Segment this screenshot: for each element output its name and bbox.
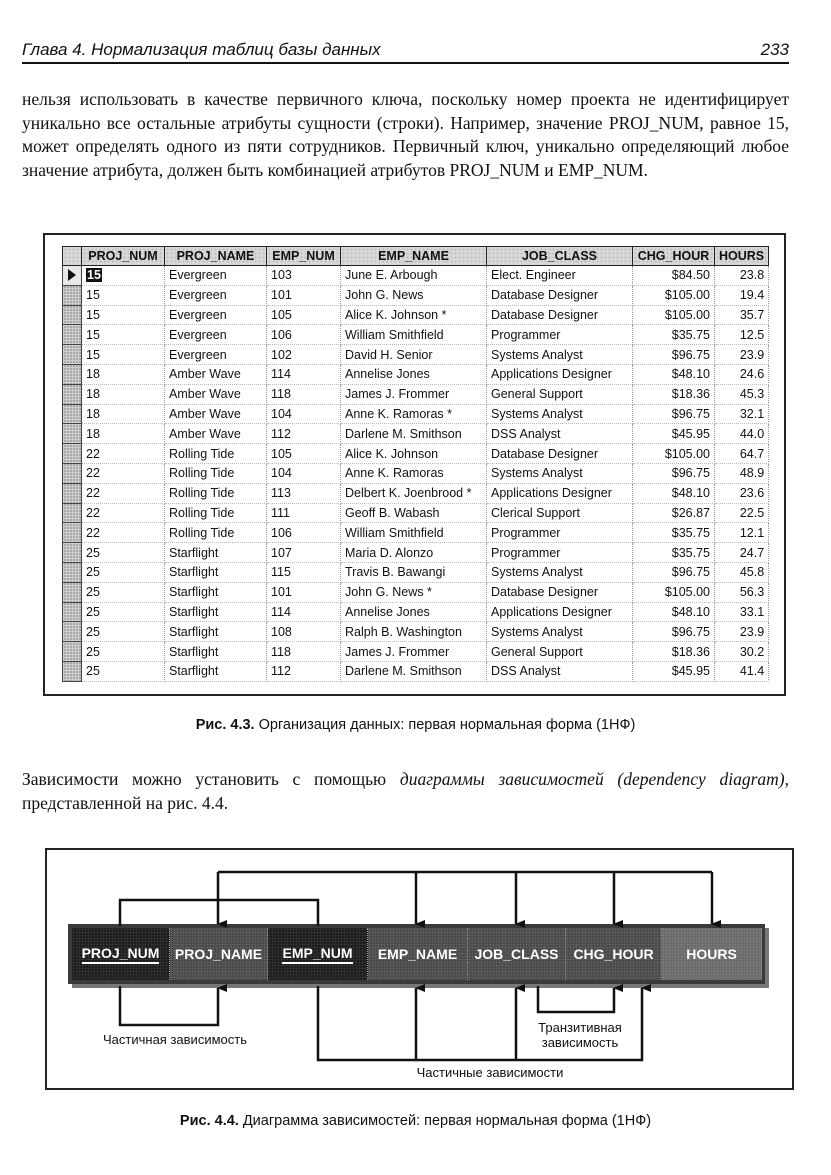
cell-emp-name[interactable]: John G. News * bbox=[341, 582, 487, 602]
cell-chg-hour[interactable]: $45.95 bbox=[633, 661, 715, 681]
cell-emp-name[interactable]: William Smithfield bbox=[341, 523, 487, 543]
cell-proj-num[interactable]: 25 bbox=[82, 543, 165, 563]
cell-chg-hour[interactable]: $96.75 bbox=[633, 345, 715, 365]
cell-emp-name[interactable]: Alice K. Johnson * bbox=[341, 305, 487, 325]
cell-emp-name[interactable]: Alice K. Johnson bbox=[341, 444, 487, 464]
cell-proj-name[interactable]: Starflight bbox=[165, 642, 267, 662]
column-header-job-class[interactable]: JOB_CLASS bbox=[487, 247, 633, 266]
cell-chg-hour[interactable]: $105.00 bbox=[633, 444, 715, 464]
cell-hours[interactable]: 23.8 bbox=[715, 266, 769, 286]
cell-hours[interactable]: 24.7 bbox=[715, 543, 769, 563]
cell-emp-name[interactable]: Travis B. Bawangi bbox=[341, 562, 487, 582]
cell-job-class[interactable]: Programmer bbox=[487, 523, 633, 543]
caption-text: Диаграмма зависимостей: первая нормальная форма (1НФ) bbox=[238, 1113, 652, 1129]
cell-hours[interactable]: 44.0 bbox=[715, 424, 769, 444]
cell-proj-name[interactable]: Amber Wave bbox=[165, 364, 267, 384]
cell-proj-num[interactable]: 22 bbox=[82, 463, 165, 483]
cell-emp-num[interactable]: 114 bbox=[267, 364, 341, 384]
cell-job-class[interactable]: Applications Designer bbox=[487, 364, 633, 384]
attr-label: EMP_NUM bbox=[282, 945, 352, 964]
cell-emp-num[interactable]: 111 bbox=[267, 503, 341, 523]
cell-emp-name[interactable]: Anne K. Ramoras * bbox=[341, 404, 487, 424]
cell-proj-name[interactable]: Evergreen bbox=[165, 325, 267, 345]
cell-job-class[interactable]: Systems Analyst bbox=[487, 562, 633, 582]
cell-proj-name[interactable]: Evergreen bbox=[165, 345, 267, 365]
cell-job-class[interactable]: Database Designer bbox=[487, 285, 633, 305]
body-paragraph-1: нельзя использовать в качестве первичного ключа, поскольку номер проекта не идентифицирует уникально все остальные атрибуты сущности (строки). Например, значение PROJ_NUM, равное 15, может определять одного из пяти сотрудников. Первичный ключ, уникально определяющий любое значение атрибута, должен быть комбинацией атрибутов PROJ_NUM и EMP_NUM. bbox=[22, 89, 789, 180]
cell-emp-name[interactable]: Geoff B. Wabash bbox=[341, 503, 487, 523]
column-header-proj-num[interactable]: PROJ_NUM bbox=[82, 247, 165, 266]
attr-label: PROJ_NAME bbox=[174, 946, 263, 962]
paragraph-term: диаграммы зависимостей (dependency diagram) bbox=[399, 769, 785, 789]
cell-proj-name[interactable]: Starflight bbox=[165, 602, 267, 622]
cell-proj-num[interactable]: 25 bbox=[82, 582, 165, 602]
cell-hours[interactable]: 24.6 bbox=[715, 364, 769, 384]
cell-proj-num[interactable]: 18 bbox=[82, 424, 165, 444]
cell-chg-hour[interactable]: $105.00 bbox=[633, 305, 715, 325]
cell-job-class[interactable]: Elect. Engineer bbox=[487, 266, 633, 286]
cell-proj-name[interactable]: Starflight bbox=[165, 622, 267, 642]
cell-chg-hour[interactable]: $18.36 bbox=[633, 384, 715, 404]
cell-emp-name[interactable]: William Smithfield bbox=[341, 325, 487, 345]
caption-label: Рис. 4.3. bbox=[195, 717, 255, 733]
figure-caption-4-4 bbox=[0, 1113, 831, 1129]
cell-emp-num[interactable]: 108 bbox=[267, 622, 341, 642]
cell-hours[interactable]: 23.6 bbox=[715, 483, 769, 503]
cell-hours[interactable]: 56.3 bbox=[715, 582, 769, 602]
cell-proj-num[interactable]: 25 bbox=[82, 622, 165, 642]
cell-proj-num[interactable]: 18 bbox=[82, 384, 165, 404]
active-cell-editor[interactable]: 15 bbox=[87, 268, 101, 283]
attr-label: EMP_NAME bbox=[377, 946, 458, 962]
cell-emp-num[interactable]: 105 bbox=[267, 444, 341, 464]
label-partial-dependency: Частичная зависимость bbox=[103, 1032, 247, 1047]
cell-hours[interactable]: 22.5 bbox=[715, 503, 769, 523]
cell-hours[interactable]: 23.9 bbox=[715, 622, 769, 642]
cell-job-class[interactable]: Applications Designer bbox=[487, 483, 633, 503]
cell-chg-hour[interactable]: $96.75 bbox=[633, 404, 715, 424]
attr-label: JOB_CLASS bbox=[474, 946, 559, 962]
cell-proj-num[interactable]: 22 bbox=[82, 483, 165, 503]
cell-emp-name[interactable]: James J. Frommer bbox=[341, 384, 487, 404]
cell-chg-hour[interactable]: $96.75 bbox=[633, 622, 715, 642]
cell-chg-hour[interactable]: $35.75 bbox=[633, 325, 715, 345]
cell-job-class[interactable]: Applications Designer bbox=[487, 602, 633, 622]
cell-emp-num[interactable]: 112 bbox=[267, 424, 341, 444]
cell-emp-num[interactable]: 102 bbox=[267, 345, 341, 365]
chapter-title: Глава 4. Нормализация таблиц базы данных bbox=[22, 40, 381, 59]
cell-emp-num[interactable]: 101 bbox=[267, 582, 341, 602]
cell-emp-num[interactable]: 104 bbox=[267, 404, 341, 424]
cell-proj-name[interactable]: Starflight bbox=[165, 661, 267, 681]
cell-job-class[interactable]: DSS Analyst bbox=[487, 661, 633, 681]
cell-proj-name[interactable]: Rolling Tide bbox=[165, 523, 267, 543]
cell-job-class[interactable]: Systems Analyst bbox=[487, 622, 633, 642]
cell-job-class[interactable]: Systems Analyst bbox=[487, 345, 633, 365]
cell-proj-name[interactable]: Evergreen bbox=[165, 266, 267, 286]
cell-proj-name[interactable]: Amber Wave bbox=[165, 384, 267, 404]
cell-hours[interactable]: 64.7 bbox=[715, 444, 769, 464]
cell-chg-hour[interactable]: $84.50 bbox=[633, 266, 715, 286]
cell-chg-hour[interactable]: $105.00 bbox=[633, 285, 715, 305]
cell-chg-hour[interactable]: $45.95 bbox=[633, 424, 715, 444]
label-transitive-dependency bbox=[520, 1020, 640, 1050]
cell-chg-hour[interactable]: $18.36 bbox=[633, 642, 715, 662]
cell-emp-num[interactable]: 112 bbox=[267, 661, 341, 681]
cell-job-class[interactable]: General Support bbox=[487, 384, 633, 404]
cell-proj-name[interactable]: Rolling Tide bbox=[165, 444, 267, 464]
column-header-chg-hour[interactable]: CHG_HOUR bbox=[633, 247, 715, 266]
cell-hours[interactable]: 45.8 bbox=[715, 562, 769, 582]
cell-proj-name[interactable]: Starflight bbox=[165, 543, 267, 563]
cell-proj-num[interactable]: 25 bbox=[82, 562, 165, 582]
cell-job-class[interactable]: Systems Analyst bbox=[487, 404, 633, 424]
cell-hours[interactable]: 19.4 bbox=[715, 285, 769, 305]
cell-proj-name[interactable]: Rolling Tide bbox=[165, 503, 267, 523]
cell-proj-num[interactable]: 15 bbox=[82, 345, 165, 365]
cell-emp-name[interactable]: Maria D. Alonzo bbox=[341, 543, 487, 563]
cell-emp-num[interactable]: 118 bbox=[267, 642, 341, 662]
cell-emp-name[interactable]: Ralph B. Washington bbox=[341, 622, 487, 642]
cell-proj-num[interactable]: 25 bbox=[82, 642, 165, 662]
paragraph-text: , представленной на рис. 4.4. bbox=[22, 769, 790, 813]
cell-emp-num[interactable]: 106 bbox=[267, 325, 341, 345]
caption-text: Организация данных: первая нормальная форма (1НФ) bbox=[254, 717, 636, 733]
cell-proj-num[interactable]: 25 bbox=[82, 661, 165, 681]
cell-emp-num[interactable]: 107 bbox=[267, 543, 341, 563]
cell-job-class[interactable]: Programmer bbox=[487, 325, 633, 345]
cell-chg-hour[interactable]: $48.10 bbox=[633, 483, 715, 503]
cell-job-class[interactable]: Clerical Support bbox=[487, 503, 633, 523]
cell-hours[interactable]: 12.5 bbox=[715, 325, 769, 345]
attr-label: HOURS bbox=[686, 946, 737, 962]
attr-label: PROJ_NUM bbox=[82, 945, 160, 964]
cell-proj-num[interactable]: 22 bbox=[82, 444, 165, 464]
cell-emp-num[interactable]: 106 bbox=[267, 523, 341, 543]
cell-job-class[interactable]: Database Designer bbox=[487, 444, 633, 464]
cell-job-class[interactable]: Programmer bbox=[487, 543, 633, 563]
cell-chg-hour[interactable]: $96.75 bbox=[633, 463, 715, 483]
cell-proj-num[interactable]: 18 bbox=[82, 364, 165, 384]
cell-hours[interactable]: 48.9 bbox=[715, 463, 769, 483]
cell-hours[interactable]: 35.7 bbox=[715, 305, 769, 325]
cell-job-class[interactable]: Database Designer bbox=[487, 305, 633, 325]
cell-chg-hour[interactable]: $35.75 bbox=[633, 543, 715, 563]
column-header-emp-num[interactable]: EMP_NUM bbox=[267, 247, 341, 266]
cell-chg-hour[interactable]: $26.87 bbox=[633, 503, 715, 523]
cell-emp-name[interactable]: John G. News bbox=[341, 285, 487, 305]
cell-hours[interactable]: 41.4 bbox=[715, 661, 769, 681]
cell-job-class[interactable]: DSS Analyst bbox=[487, 424, 633, 444]
cell-chg-hour[interactable]: $48.10 bbox=[633, 602, 715, 622]
cell-proj-name[interactable]: Starflight bbox=[165, 582, 267, 602]
cell-emp-num[interactable]: 104 bbox=[267, 463, 341, 483]
cell-emp-name[interactable]: Anne K. Ramoras bbox=[341, 463, 487, 483]
cell-emp-name[interactable]: Darlene M. Smithson bbox=[341, 424, 487, 444]
cell-hours[interactable]: 12.1 bbox=[715, 523, 769, 543]
cell-proj-name[interactable]: Evergreen bbox=[165, 305, 267, 325]
cell-proj-num[interactable]: 15 bbox=[82, 305, 165, 325]
cell-hours[interactable]: 32.1 bbox=[715, 404, 769, 424]
column-header-proj-name[interactable]: PROJ_NAME bbox=[165, 247, 267, 266]
cell-proj-num[interactable]: 25 bbox=[82, 602, 165, 622]
page-number: 233 bbox=[760, 40, 789, 59]
cell-proj-num[interactable]: 22 bbox=[82, 503, 165, 523]
column-header-emp-name[interactable]: EMP_NAME bbox=[341, 247, 487, 266]
cell-emp-num[interactable]: 101 bbox=[267, 285, 341, 305]
cell-chg-hour[interactable]: $48.10 bbox=[633, 364, 715, 384]
cell-chg-hour[interactable]: $35.75 bbox=[633, 523, 715, 543]
column-header-hours[interactable]: HOURS bbox=[715, 247, 769, 266]
cell-emp-name[interactable]: June E. Arbough bbox=[341, 266, 487, 286]
cell-job-class[interactable]: Systems Analyst bbox=[487, 463, 633, 483]
cell-hours[interactable]: 30.2 bbox=[715, 642, 769, 662]
cell-emp-name[interactable]: Darlene M. Smithson bbox=[341, 661, 487, 681]
label-line: Транзитивная bbox=[538, 1020, 622, 1035]
cell-chg-hour[interactable]: $96.75 bbox=[633, 562, 715, 582]
cell-emp-num[interactable]: 113 bbox=[267, 483, 341, 503]
cell-emp-num[interactable]: 105 bbox=[267, 305, 341, 325]
cell-hours[interactable]: 45.3 bbox=[715, 384, 769, 404]
cell-hours[interactable]: 33.1 bbox=[715, 602, 769, 622]
cell-emp-name[interactable]: David H. Senior bbox=[341, 345, 487, 365]
cell-chg-hour[interactable]: $105.00 bbox=[633, 582, 715, 602]
cell-proj-num[interactable]: 15 bbox=[82, 285, 165, 305]
cell-proj-name[interactable]: Evergreen bbox=[165, 285, 267, 305]
cell-proj-name[interactable]: Rolling Tide bbox=[165, 463, 267, 483]
cell-emp-num[interactable]: 103 bbox=[267, 266, 341, 286]
attr-label: CHG_HOUR bbox=[573, 946, 654, 962]
cell-emp-name[interactable]: James J. Frommer bbox=[341, 642, 487, 662]
label-line: зависимость bbox=[541, 1035, 619, 1050]
cell-job-class[interactable]: General Support bbox=[487, 642, 633, 662]
cell-proj-name[interactable]: Amber Wave bbox=[165, 404, 267, 424]
label-partial-dependencies: Частичные зависимости bbox=[416, 1065, 564, 1080]
cell-emp-num[interactable]: 114 bbox=[267, 602, 341, 622]
cell-proj-num[interactable]: 18 bbox=[82, 404, 165, 424]
caption-label: Рис. 4.4. bbox=[179, 1113, 239, 1129]
cell-emp-num[interactable]: 115 bbox=[267, 562, 341, 582]
cell-job-class[interactable]: Database Designer bbox=[487, 582, 633, 602]
cell-emp-name[interactable]: Delbert K. Joenbrood * bbox=[341, 483, 487, 503]
cell-hours[interactable]: 23.9 bbox=[715, 345, 769, 365]
cell-proj-name[interactable]: Amber Wave bbox=[165, 424, 267, 444]
cell-emp-name[interactable]: Annelise Jones bbox=[341, 364, 487, 384]
cell-emp-num[interactable]: 118 bbox=[267, 384, 341, 404]
paragraph-text: Зависимости можно установить с помощью bbox=[22, 769, 400, 789]
cell-emp-name[interactable]: Annelise Jones bbox=[341, 602, 487, 622]
cell-proj-name[interactable]: Starflight bbox=[165, 562, 267, 582]
cell-proj-num[interactable]: 22 bbox=[82, 523, 165, 543]
cell-proj-name[interactable]: Rolling Tide bbox=[165, 483, 267, 503]
cell-proj-num[interactable]: 15 bbox=[82, 325, 165, 345]
